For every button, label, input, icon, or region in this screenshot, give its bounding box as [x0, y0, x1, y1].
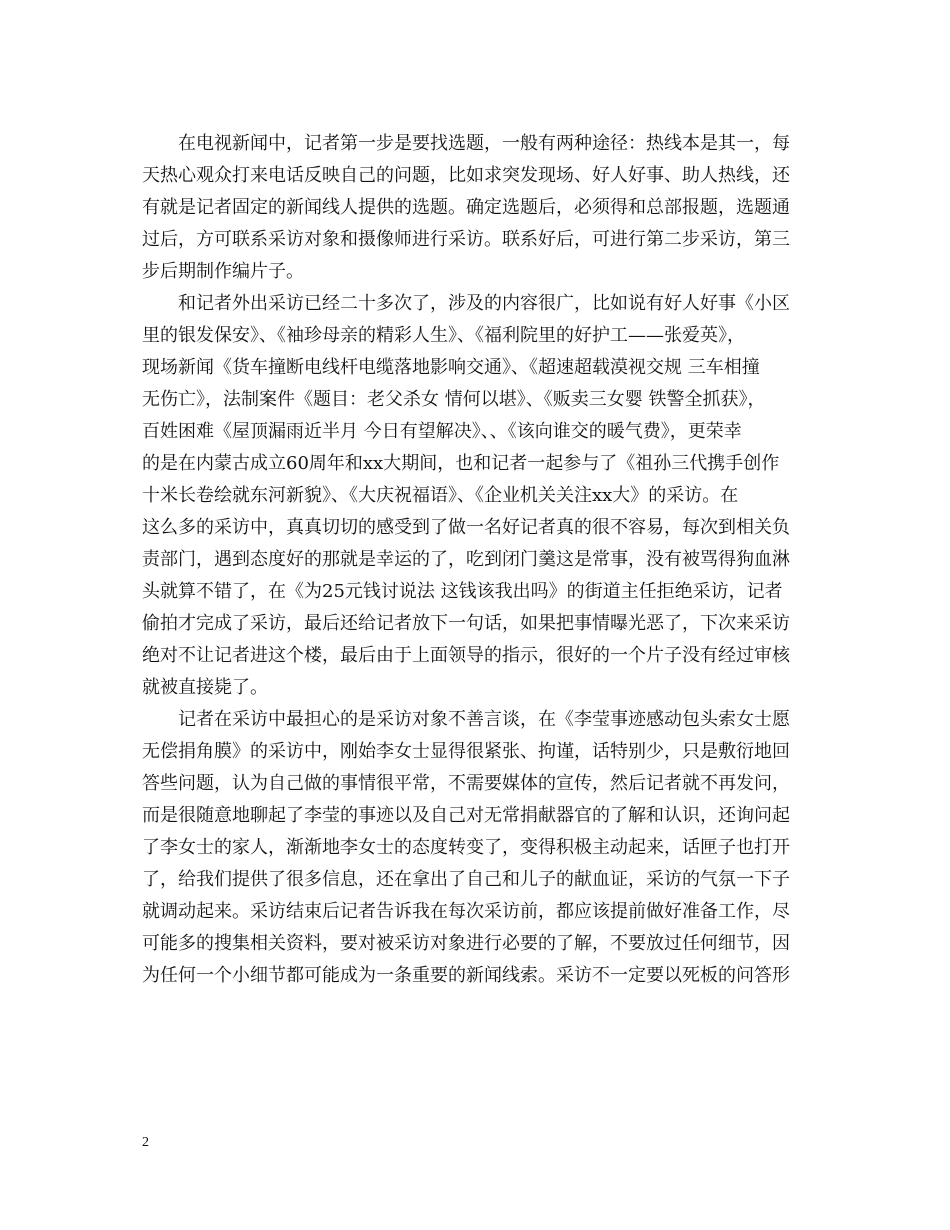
text-line: 的是在内蒙古成立60周年和xx大期间，也和记者一起参与了《祖孙三代携手创作	[142, 453, 780, 474]
text-line: 了李女士的家人，渐渐地李女士的态度转变了，变得积极主动起来，话匣子也打开	[142, 837, 790, 858]
text-line: 无伤亡》，法制案件《题目：老父杀女 情何以堪》、《贩卖三女婴 铁警全抓获》，	[142, 389, 766, 410]
text-line: 绝对不让记者进这个楼，最后由于上面领导的指示，很好的一个片子没有经过审核	[142, 645, 790, 666]
text-line: 可能多的搜集相关资料，要对被采访对象进行必要的了解，不要放过任何细节，因	[142, 933, 790, 954]
text-line: 就被直接毙了。	[142, 677, 268, 698]
text-line: 了，给我们提供了很多信息，还在拿出了自己和儿子的献血证，采访的气氛一下子	[142, 869, 790, 890]
text-line: 现场新闻《货车撞断电线杆电缆落地影响交通》、《超速超载漠视交规 三车相撞	[142, 357, 760, 378]
text-line: 无偿捐角膜》的采访中，刚始李女士显得很紧张、拘谨，话特别少，只是敷衍地回	[142, 741, 790, 762]
text-line: 里的银发保安》、《袖珍母亲的精彩人生》、《福利院里的好护工——张爱英》，	[142, 325, 745, 346]
text-line: 记者在采访中最担心的是采访对象不善言谈，在《李莹事迹感动包头索女士愿	[142, 709, 790, 730]
text-line: 有就是记者固定的新闻线人提供的选题。确定选题后，必须得和总部报题，选题通	[142, 197, 790, 218]
text-line: 责部门，遇到态度好的那就是幸运的了，吃到闭门羹这是常事，没有被骂得狗血淋	[142, 549, 790, 570]
text-line: 天热心观众打来电话反映自己的问题，比如求突发现场、好人好事、助人热线，还	[142, 165, 790, 186]
text-line: 过后，方可联系采访对象和摄像师进行采访。联系好后，可进行第二步采访，第三	[142, 229, 790, 250]
text-line: 答些问题，认为自己做的事情很平常，不需要媒体的宣传，然后记者就不再发问，	[142, 773, 790, 794]
text-line: 百姓困难《屋顶漏雨近半月 今日有望解决》、、《该向谁交的暖气费》，更荣幸	[142, 421, 742, 442]
text-line: 这么多的采访中，真真切切的感受到了做一名好记者真的很不容易，每次到相关负	[142, 517, 790, 538]
text-line: 和记者外出采访已经二十多次了，涉及的内容很广，比如说有好人好事《小区	[142, 293, 790, 314]
text-line: 十米长卷绘就东河新貌》、《大庆祝福语》、《企业机关关注xx大》的采访。在	[142, 485, 739, 506]
text-line: 为任何一个小细节都可能成为一条重要的新闻线索。采访不一定要以死板的问答形	[142, 965, 790, 986]
text-line: 偷拍才完成了采访，最后还给记者放下一句话，如果把事情曝光恶了，下次来采访	[142, 613, 790, 634]
page-number: 2	[142, 1135, 149, 1150]
text-line: 头就算不错了，在《为25元钱讨说法 这钱该我出吗》的街道主任拒绝采访，记者	[142, 581, 783, 602]
text-line: 步后期制作编片子。	[142, 261, 304, 282]
text-line: 在电视新闻中，记者第一步是要找选题，一般有两种途径：热线本是其一，每	[142, 133, 790, 154]
text-line: 就调动起来。采访结束后记者告诉我在每次采访前，都应该提前做好准备工作，尽	[142, 901, 790, 922]
text-line: 而是很随意地聊起了李莹的事迹以及自己对无常捐献器官的了解和认识，还询问起	[142, 805, 790, 826]
